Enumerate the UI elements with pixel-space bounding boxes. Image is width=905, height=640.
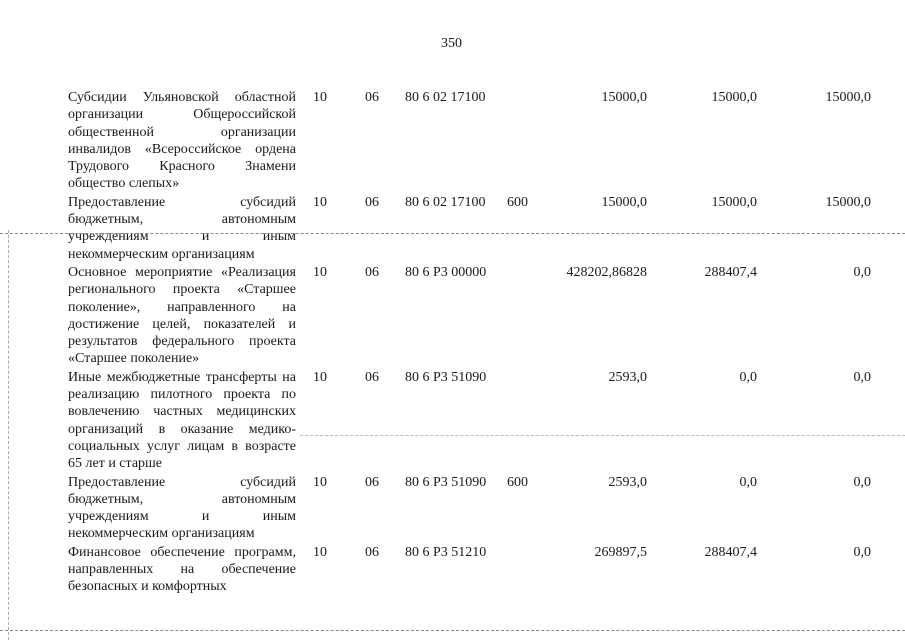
table-row — [68, 194, 871, 264]
row-subsection: 06 — [365, 544, 379, 560]
row-value-3: 15000,0 — [825, 90, 871, 105]
row-value-2: 288407,4 — [704, 264, 757, 280]
row-value-3: 15000,0 — [825, 194, 871, 210]
row-value-1: 2593,0 — [608, 369, 647, 385]
row-value-1: 15000,0 — [601, 194, 647, 210]
table-row — [68, 544, 871, 597]
table-row — [68, 369, 871, 474]
row-target-article: 80 6 P3 51090 — [405, 369, 487, 385]
row-value-1: 15000,0 — [601, 90, 647, 105]
row-value-3: 0,0 — [853, 474, 871, 490]
row-expense-type — [507, 369, 537, 474]
row-description: Предоставление субсидий бюджетным, автономным учреждениям и иным некоммерческим организациям — [68, 194, 296, 262]
row-value-2: 0,0 — [739, 474, 757, 490]
row-description: Финансовое обеспечение программ, направленных на обеспечение безопасных и комфортных — [68, 544, 296, 595]
row-value-2: 15000,0 — [711, 90, 757, 105]
row-value-2: 0,0 — [739, 369, 757, 385]
row-expense-type — [507, 264, 537, 369]
row-target-article: 80 6 P3 00000 — [405, 264, 487, 280]
row-target-article: 80 6 02 17100 — [405, 90, 486, 105]
row-expense-type — [507, 89, 537, 194]
row-section: 10 — [313, 369, 327, 385]
budget-table — [68, 89, 871, 597]
row-value-1: 428202,86828 — [566, 264, 647, 280]
row-expense-type: 600 — [507, 474, 528, 490]
row-description: Иные межбюджетные трансферты на реализацию пилотного проекта по вовлечению частных медицинских организаций в оказание медико-социальных услуг лицам в возрасте 65 лет и старше — [68, 369, 296, 472]
row-expense-type: 600 — [507, 194, 528, 210]
row-description: Предоставление субсидий бюджетным, автономным учреждениям и иным некоммерческим организациям — [68, 474, 296, 542]
row-section: 10 — [313, 194, 327, 210]
row-description: Субсидии Ульяновской областной организации Общероссийской общественной организации инвалидов «Всероссийское ордена Трудового Красного Знамени общество слепых» — [68, 90, 296, 192]
row-value-1: 2593,0 — [608, 474, 647, 490]
row-section: 10 — [313, 90, 327, 105]
table-row — [68, 264, 871, 369]
row-target-article: 80 6 02 17100 — [405, 194, 486, 210]
row-value-3: 0,0 — [853, 544, 871, 560]
table-row — [68, 89, 871, 194]
table-row — [68, 474, 871, 544]
row-value-2: 15000,0 — [711, 194, 757, 210]
scan-artifact-line — [0, 630, 905, 631]
row-description: Основное мероприятие «Реализация регионального проекта «Старшее поколение», направленного на достижение целей, показателей и результатов федерального проекта «Старшее поколение» — [68, 264, 296, 367]
row-section: 10 — [313, 474, 327, 490]
row-target-article: 80 6 P3 51090 — [405, 474, 487, 490]
row-subsection: 06 — [365, 194, 379, 210]
page-number: 350 — [441, 36, 462, 51]
row-value-1: 269897,5 — [594, 544, 647, 560]
scan-artifact-line — [0, 233, 905, 234]
row-section: 10 — [313, 264, 327, 280]
row-subsection: 06 — [365, 474, 379, 490]
row-expense-type — [507, 544, 537, 597]
scan-artifact-line — [300, 435, 905, 436]
row-target-article: 80 6 P3 51210 — [405, 544, 487, 560]
scan-artifact-edge — [8, 230, 9, 640]
row-value-3: 0,0 — [853, 264, 871, 280]
row-section: 10 — [313, 544, 327, 560]
row-subsection: 06 — [365, 90, 379, 105]
row-value-2: 288407,4 — [704, 544, 757, 560]
row-value-3: 0,0 — [853, 369, 871, 385]
row-subsection: 06 — [365, 369, 379, 385]
row-subsection: 06 — [365, 264, 379, 280]
